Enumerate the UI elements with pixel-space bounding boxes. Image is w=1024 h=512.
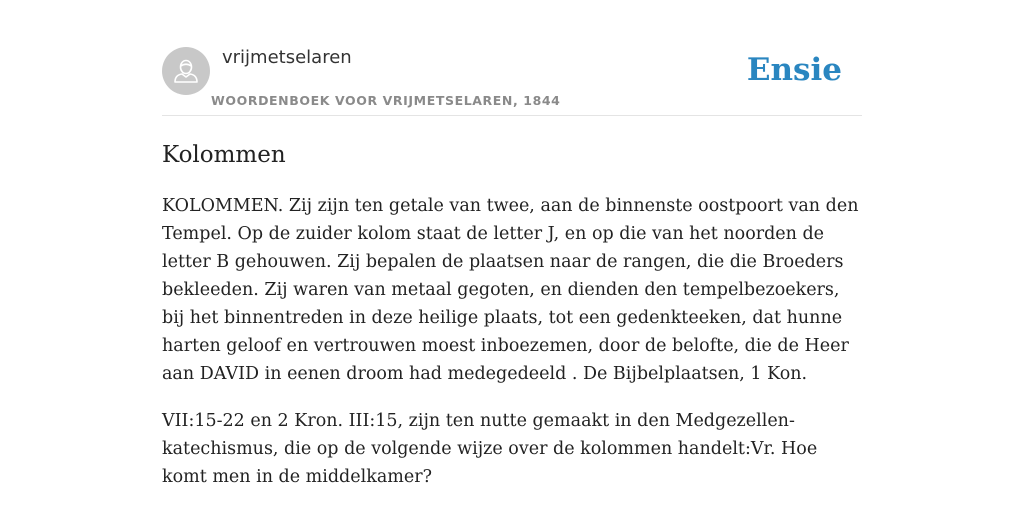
ensie-logo[interactable]: Ensie — [746, 52, 842, 88]
author-link[interactable]: vrijmetselaren — [222, 47, 352, 68]
user-avatar-icon[interactable] — [162, 47, 210, 95]
entry-paragraph: VII:15-22 en 2 Kron. III:15, zijn ten nutte gemaakt in den Medgezellen-katechismus, die op de volgende wijze over de kolommen handelt:Vr. Hoe komt men in de middelkamer? — [162, 411, 818, 487]
entry-title: Kolommen — [162, 142, 286, 168]
entry-header — [162, 46, 862, 116]
entry-paragraph: KOLOMMEN. Zij zijn ten getale van twee, aan de binnenste oostpoort van den Tempel. Op de zuider kolom staat de letter J, en op die van het noorden de letter B gehouwen. Zij bepalen de plaatsen naar de rangen, die die Broeders bekleeden. Zij waren van metaal gegoten, en dienden den tempelbezoekers, bij het binnentreden in deze heilige plaats, tot een gedenkteeken, dat hunne harten geloof en vertrouwen moest inboezemen, door de belofte, die de Heer aan DAVID in eenen droom had medegedeeld . De Bijbelplaatsen, 1 Kon. — [162, 196, 859, 384]
entry-body — [162, 192, 862, 510]
source-label: WOORDENBOEK VOOR VRIJMETSELAREN, 1844 — [211, 93, 561, 108]
